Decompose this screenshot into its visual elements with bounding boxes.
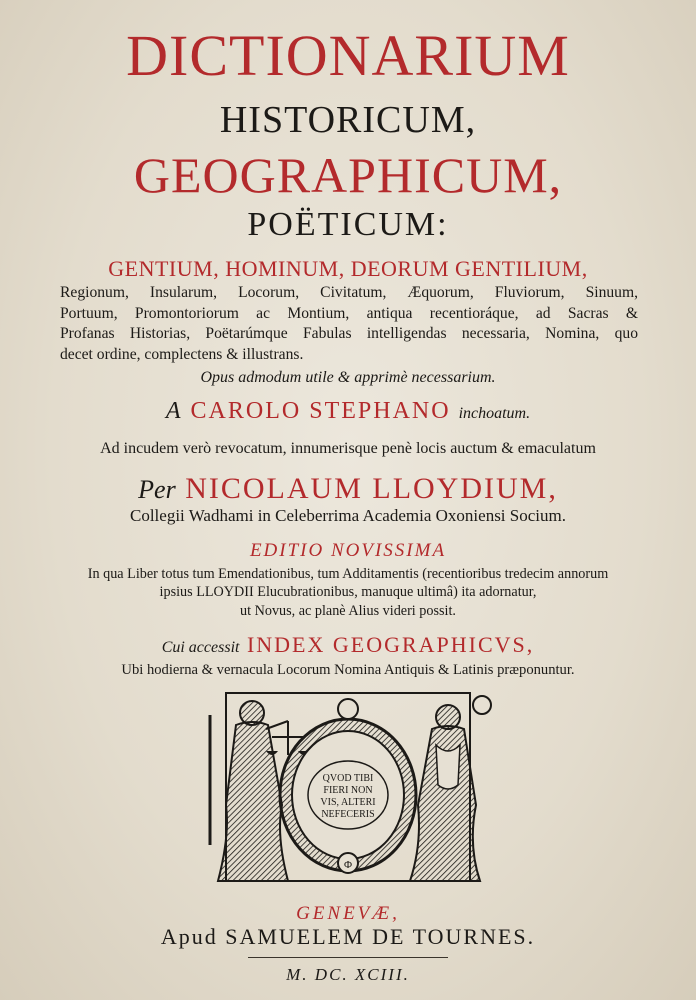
opus-line: Opus admodum utile & apprimè necessarium.: [200, 369, 496, 386]
index-line: [0, 632, 696, 658]
description-line: decet ordine, complectens & illustrans.: [60, 345, 304, 363]
printer-line: Apud SAMUELEM DE TOURNES.: [160, 924, 536, 949]
motto-line-4: NEFECERIS: [321, 809, 375, 820]
author-lloyd-line: [0, 472, 696, 506]
carolo-name: CAROLO STEPHANO: [190, 398, 451, 424]
author-carolo-line: [0, 398, 696, 425]
carolo-prefix: A: [165, 398, 183, 424]
description-line: Profanas Historias, Poëtarúmque Fabulas intelligendas necessaria, Nomina, quo: [60, 325, 638, 343]
title-poeticum: POËTICUM:: [247, 206, 449, 243]
divider-rule: [248, 957, 448, 958]
carolo-suffix: inchoatum.: [458, 405, 531, 422]
printer-device-vignette: [196, 685, 500, 887]
description-line: Portuum, Promontoriorum ac Montium, antiqua recentioráque, ad Sacras &: [60, 304, 638, 322]
title-dictionarium: DICTIONARIUM: [126, 23, 570, 88]
collegii-line: Collegii Wadhami in Celeberrima Academia Oxoniensi Socium.: [130, 506, 566, 525]
inqua-line: In qua Liber totus tum Emendationibus, tum Additamentis (recentioribus tredecim annorum: [87, 566, 609, 582]
ubi-line: Ubi hodierna & vernacula Locorum Nomina Antiquis & Latinis præponuntur.: [121, 662, 575, 678]
motto-line-3: VIS, ALTERI: [320, 797, 376, 808]
index-name: INDEX GEOGRAPHICVS,: [246, 632, 535, 657]
publication-date: M. DC. XCIII.: [286, 965, 410, 984]
subtitle-gentium: GENTIUM, HOMINUM, DEORUM GENTILIUM,: [108, 256, 588, 281]
truth-figure: [410, 696, 491, 881]
novus-line: ut Novus, ac planè Alius videri possit.: [240, 603, 456, 619]
place-geneva: GENEVÆ,: [296, 903, 400, 924]
motto-line-2: FIERI NON: [323, 785, 373, 796]
svg-text:Φ: Φ: [343, 859, 353, 871]
lloyd-name: NICOLAUM LLOYDIUM,: [185, 472, 558, 505]
incudem-line: Ad incudem verò revocatum, innumerisque penè locis auctum & emaculatum: [100, 440, 596, 457]
description-line: Regionum, Insularum, Locorum, Civitatum, Æquorum, Fluviorum, Sinuum,: [60, 284, 638, 301]
ipsius-line: ipsius LLOYDII Elucubrationibus, manuque ultimâ) ita adornatur,: [159, 584, 537, 600]
description-paragraph: [60, 283, 638, 365]
editio-line: EDITIO NOVISSIMA: [249, 540, 447, 561]
title-geographicum: GEOGRAPHICUM,: [133, 147, 563, 203]
title-historicum: HISTORICUM,: [219, 99, 477, 141]
cui-prefix: Cui accessit: [161, 639, 240, 656]
motto-line-1: QVOD TIBI: [322, 773, 374, 784]
per-prefix: Per: [138, 475, 176, 504]
